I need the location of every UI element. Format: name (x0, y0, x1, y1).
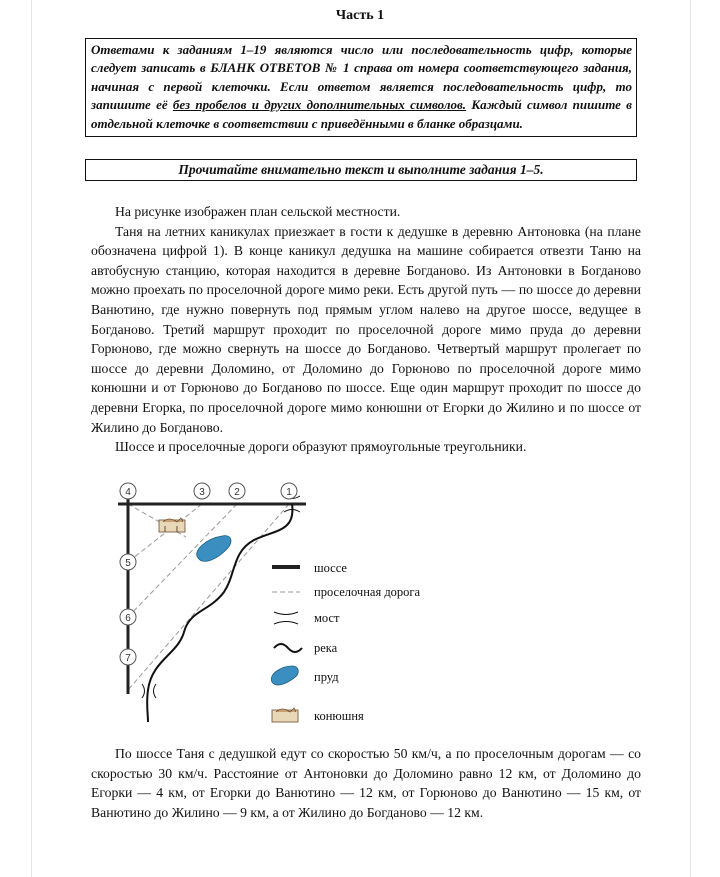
svg-text:1: 1 (286, 487, 292, 498)
legend-river-icon (274, 644, 302, 652)
paragraph-intro: На рисунке изображен план сельской местности. (115, 204, 401, 219)
page-border-left (31, 0, 32, 877)
page-border-right (690, 0, 691, 877)
map-legend (271, 561, 420, 723)
instructions-text-end: Каждый символ пишите в отдельной клеточке в соответствии с приведёнными в бланке образцами. (91, 97, 632, 131)
svg-text:7: 7 (125, 653, 131, 664)
legend-pond-label: пруд (314, 670, 339, 684)
pond (197, 536, 231, 562)
legend-bridge-icon (274, 612, 298, 624)
village-markers (120, 483, 297, 665)
legend-river-label: река (314, 641, 338, 655)
village-6-marker (120, 609, 136, 625)
svg-text:2: 2 (234, 487, 240, 498)
dirt-road-1-7 (128, 504, 289, 690)
instructions-text: Ответами к заданиям 1–19 являются число или последовательность цифр, которые следует записать в БЛАНК ОТВЕТОВ № 1 справа от номера соответствующего задания, начиная с первой клеточки. Если ответом является последовательность цифр, то запишите её (91, 42, 632, 113)
svg-text:4: 4 (125, 487, 131, 498)
paragraph-triangles: Шоссе и проселочные дороги образуют прямоугольные треугольники. (115, 439, 527, 455)
instructions-underlined: без пробелов и других дополнительных символов. (172, 97, 467, 113)
legend-bridge-label: мост (314, 611, 340, 625)
village-5-marker (120, 554, 136, 570)
village-map (114, 482, 450, 728)
part-title: Часть 1 (335, 8, 385, 23)
highways (118, 494, 306, 694)
dirt-roads (128, 504, 289, 690)
svg-text:6: 6 (125, 613, 131, 624)
village-3-marker (194, 483, 210, 499)
village-4-marker (120, 483, 136, 499)
problem-text-top (91, 202, 641, 457)
svg-text:5: 5 (125, 558, 131, 569)
stable-icon (159, 518, 185, 532)
instructions-box (85, 38, 637, 137)
legend-stable-label: конюшня (314, 709, 364, 723)
read-task-box: Прочитайте внимательно текст и выполните задания 1–5. (85, 159, 637, 181)
legend-highway-label: шоссе (314, 561, 347, 575)
paragraph-speeds-distances: По шоссе Таня с дедушкой едут со скоростью 50 км/ч, а по проселочным дорогам — со скоростью 30 км/ч. Расстояние от Антоновки до Доломино равно 12 км, от Доломино до Егорки — 4 км, от Егорки до Ванютино — 12 км, от Горюново до Ванютино — 15 км, от Ванютино до Жилино — 9 км, а от Жилино до Богданово — 12 км. (91, 746, 641, 820)
legend-stable-icon (272, 708, 298, 722)
legend-highway-icon (272, 565, 300, 569)
dirt-road-3-5 (128, 504, 202, 562)
village-1-marker (281, 483, 297, 499)
paragraph-routes: Таня на летних каникулах приезжает в гости к дедушке в деревню Антоновка (на плане обозначена цифрой 1). В конце каникул дедушка на машине собирается отвезти Таню на автобусную станцию, которая находится в деревне Богданово. Из Антоновки в Богданово можно проехать по проселочной дороге мимо реки. Есть другой путь — по шоссе до деревни Ванютино, где нужно повернуть под прямым углом налево на другое шоссе, ведущее в Богданово. Третий маршрут проходит по проселочной дороге мимо пруда до деревни Горюново, где можно свернуть на шоссе до Богданово. Четвертый маршрут пролегает по шоссе до деревни Доломино, от Доломино до Горюново по проселочной дороге мимо конюшни и от Горюново до Богданово по шоссе. Еще один маршрут проходит по шоссе до деревни Егорка, по проселочной дороге мимо конюшни от Егорки до Жилино и по шоссе от Жилино до Богданово. (91, 223, 641, 435)
village-7-marker (120, 649, 136, 665)
legend-dirt-label: проселочная дорога (314, 585, 421, 599)
village-2-marker (229, 483, 245, 499)
svg-text:3: 3 (199, 487, 205, 498)
legend-pond-icon (271, 666, 298, 685)
problem-text-bottom (91, 744, 641, 822)
